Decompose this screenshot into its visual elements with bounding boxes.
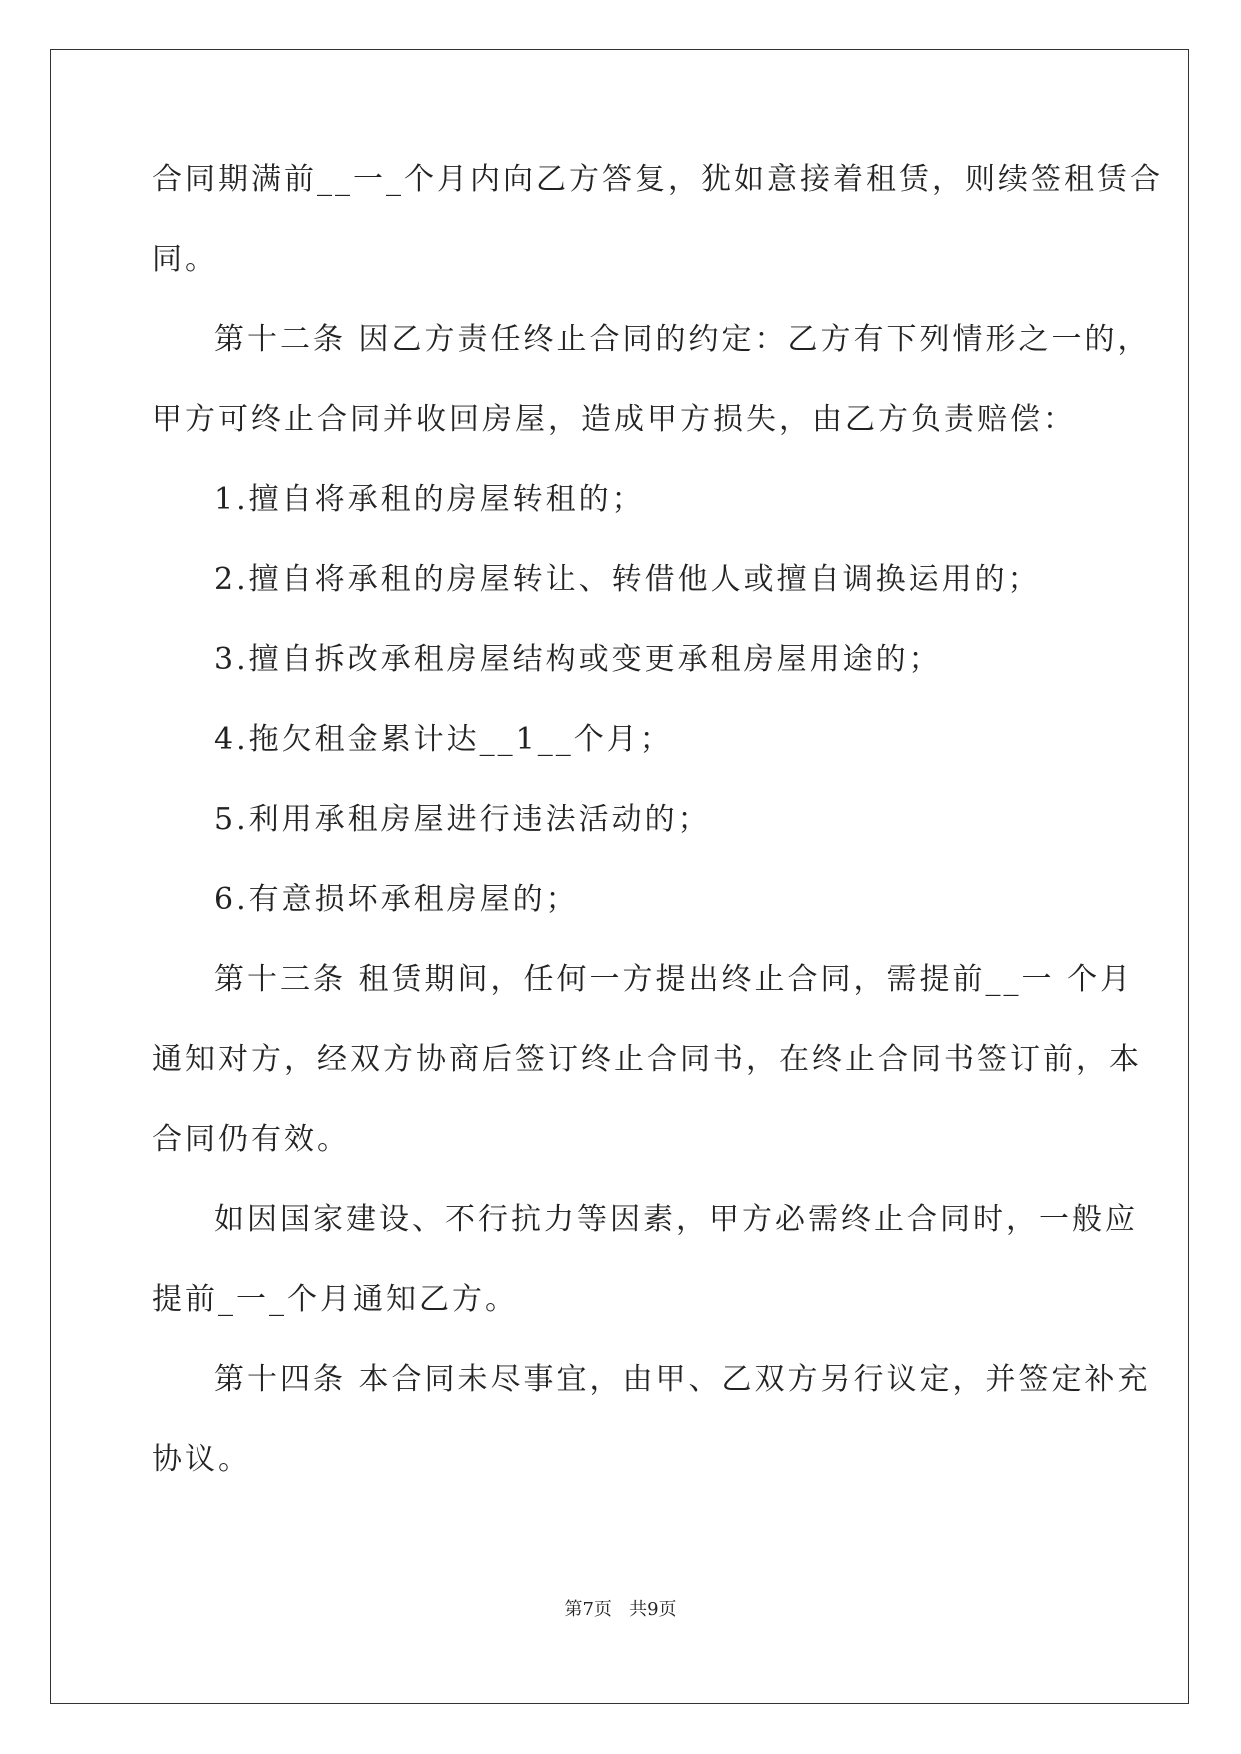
page-total: 共9页 <box>629 1599 677 1620</box>
text-line: 通知对方，经双方协商后签订终止合同书，在终止合同书签订前，本 <box>152 1042 1142 1077</box>
page-footer <box>0 1598 1241 1622</box>
document-body <box>152 160 1163 1520</box>
list-item: 4.拖欠租金累计达__1__个月； <box>214 722 673 757</box>
page-number: 第7页 <box>564 1599 612 1620</box>
text-line: 甲方可终止合同并收回房屋，造成甲方损失，由乙方负责赔偿： <box>152 402 1076 437</box>
article-14-heading: 第十四条 本合同未尽事宜，由甲、乙双方另行议定，并签定补充 <box>214 1362 1151 1397</box>
text-line: 协议。 <box>152 1442 251 1477</box>
paragraph-start: 如因国家建设、不行抗力等因素，甲方必需终止合同时，一般应 <box>214 1202 1138 1237</box>
list-item: 1.擅自将承租的房屋转租的； <box>214 482 645 517</box>
list-item: 5.利用承租房屋进行违法活动的； <box>214 802 711 837</box>
list-item: 6.有意损坏承租房屋的； <box>214 882 579 917</box>
text-line: 合同仍有效。 <box>152 1122 350 1157</box>
text-line: 同。 <box>152 242 218 277</box>
list-item: 3.擅自拆改承租房屋结构或变更承租房屋用途的； <box>214 642 942 677</box>
text-line: 提前_一_个月通知乙方。 <box>152 1282 518 1317</box>
text-line: 合同期满前__一_个月内向乙方答复，犹如意接着租赁，则续签租赁合 <box>152 162 1163 197</box>
list-item: 2.擅自将承租的房屋转让、转借他人或擅自调换运用的； <box>214 562 1041 597</box>
article-12-heading: 第十二条 因乙方责任终止合同的约定：乙方有下列情形之一的， <box>214 322 1151 357</box>
article-13-heading: 第十三条 租赁期间，任何一方提出终止合同，需提前__一 个月 <box>214 962 1134 997</box>
